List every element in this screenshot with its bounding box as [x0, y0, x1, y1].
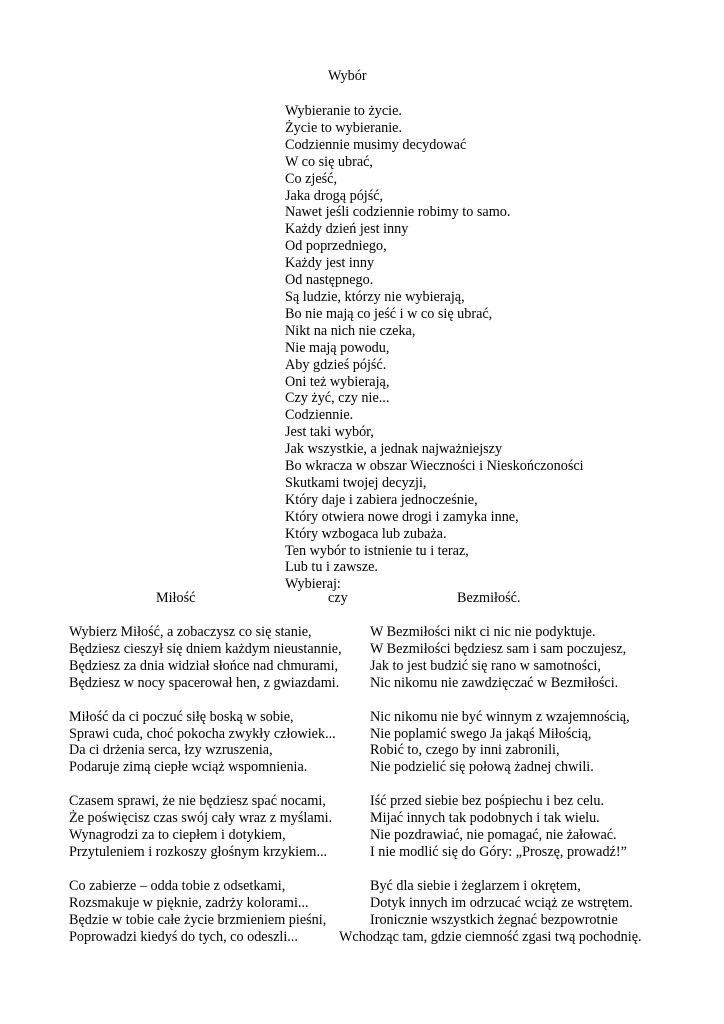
intro-line: Codziennie.	[285, 407, 354, 424]
left-line: Rozsmakuje w pięknie, zadrży kolorami...	[69, 894, 309, 911]
left-line: Będzie w tobie całe życie brzmieniem pieśni,	[69, 911, 327, 928]
intro-line: Każdy dzień jest inny	[285, 221, 409, 238]
right-line: I nie modlić się do Góry: „Proszę, prowadź!”	[370, 843, 627, 860]
heading-bezmilosc: Bezmiłość.	[457, 590, 521, 606]
right-line: Wchodząc tam, gdzie ciemność zgasi twą pochodnię.	[339, 928, 642, 945]
poem-title: Wybór	[328, 68, 367, 84]
intro-line: Który daje i zabiera jednocześnie,	[285, 491, 478, 508]
intro-line: Nie mają powodu,	[285, 339, 390, 356]
intro-line: Oni też wybierają,	[285, 373, 390, 390]
intro-line: Nikt na nich nie czeka,	[285, 322, 416, 339]
intro-stanza	[285, 103, 584, 593]
left-line: Miłość da ci poczuć siłę boską w sobie,	[69, 708, 294, 725]
left-line: Przytuleniem i rozkoszy głośnym krzykiem...	[69, 843, 328, 860]
intro-line: Są ludzie, którzy nie wybierają,	[285, 288, 465, 305]
intro-line: Ten wybór to istnienie tu i teraz,	[285, 542, 469, 559]
heading-milosc: Miłość	[156, 590, 196, 606]
right-stanza	[339, 877, 642, 946]
right-line: Nie poplamić swego Ja jakąś Miłością,	[370, 725, 592, 742]
left-line: Podaruje zimą ciepłe wciąż wspomnienia.	[69, 759, 308, 776]
intro-line: Codziennie musimy decydować	[285, 136, 467, 153]
right-line: Robić to, czego by inni zabronili,	[370, 742, 560, 759]
right-line: W Bezmiłości będziesz sam i sam poczujesz,	[370, 640, 627, 657]
left-stanza	[69, 624, 342, 692]
right-line: Ironicznie wszystkich żegnać bezpowrotnie	[370, 911, 618, 928]
right-line: Dotyk innych im odrzucać wciąż ze wstrętem.	[370, 894, 633, 911]
intro-line: Jest taki wybór,	[285, 424, 374, 441]
left-line: Sprawi cuda, choć pokocha zwykły człowiek...	[69, 725, 336, 742]
left-stanza	[69, 709, 342, 777]
left-line: Czasem sprawi, że nie będziesz spać nocami,	[69, 793, 326, 810]
right-stanza	[370, 709, 642, 777]
intro-line: Bo wkracza w obszar Wieczności i Nieskończoności	[285, 458, 584, 475]
right-line: Nie podzielić się połową żadnej chwili.	[370, 759, 594, 776]
right-line: Mijać innych tak podobnych i tak wielu.	[370, 810, 600, 827]
heading-czy: czy	[328, 590, 348, 606]
right-line: Być dla siebie i żeglarzem i okrętem,	[370, 877, 581, 894]
left-line: Będziesz w nocy spacerował hen, z gwiazdami.	[69, 674, 340, 691]
left-line: Wybierz Miłość, a zobaczysz co się stanie,	[69, 624, 312, 640]
left-line: Co zabierze – odda tobie z odsetkami,	[69, 877, 286, 894]
intro-line: Czy żyć, czy nie...	[285, 390, 390, 407]
intro-line: Skutkami twojej decyzji,	[285, 474, 427, 491]
intro-line: W co się ubrać,	[285, 153, 373, 170]
intro-line: Od poprzedniego,	[285, 238, 387, 255]
intro-line: Życie to wybieranie.	[285, 119, 402, 136]
intro-line: Każdy jest inny	[285, 255, 375, 272]
left-line: Poprowadzi kiedyś do tych, co odeszli...	[69, 928, 298, 945]
right-column-bezmilosc	[339, 624, 642, 963]
intro-line: Wybieraj:	[285, 576, 341, 593]
right-line: Nic nikomu nie zawdzięczać w Bezmiłości.	[370, 674, 619, 691]
left-stanza	[69, 878, 342, 946]
left-line: Że poświęcisz czas swój cały wraz z myślami.	[69, 810, 333, 827]
left-line: Będziesz za dnia widział słońce nad chmurami,	[69, 657, 339, 674]
right-stanza	[370, 793, 642, 861]
right-line: Iść przed siebie bez pośpiechu i bez celu.	[370, 793, 604, 810]
left-line: Da ci drżenia serca, łzy wzruszenia,	[69, 742, 273, 759]
intro-line: Wybieranie to życie.	[285, 103, 402, 119]
intro-line: Jak wszystkie, a jednak najważniejszy	[285, 441, 503, 458]
intro-line: Który otwiera nowe drogi i zamyka inne,	[285, 508, 519, 525]
right-line: Nic nikomu nie być winnym z wzajemnością,	[370, 708, 630, 725]
right-line: W Bezmiłości nikt ci nic nie podyktuje.	[370, 624, 596, 640]
intro-line: Co zjeść,	[285, 170, 338, 187]
left-line: Będziesz cieszył się dniem każdym nieustannie,	[69, 640, 342, 657]
intro-line: Który wzbogaca lub zubaża.	[285, 525, 447, 542]
left-stanza	[69, 793, 342, 861]
right-stanza	[370, 624, 642, 692]
right-line: Jak to jest budzić się rano w samotności,	[370, 657, 601, 674]
intro-line: Od następnego.	[285, 272, 374, 289]
intro-line: Aby gdzieś pójść.	[285, 356, 387, 373]
left-line: Wynagrodzi za to ciepłem i dotykiem,	[69, 827, 286, 844]
intro-line: Jaka drogą pójść,	[285, 187, 384, 204]
left-column-milosc	[69, 624, 342, 963]
intro-line: Lub tu i zawsze.	[285, 559, 378, 576]
intro-line: Nawet jeśli codziennie robimy to samo.	[285, 204, 511, 221]
intro-line: Bo nie mają co jeść i w co się ubrać,	[285, 305, 493, 322]
right-line: Nie pozdrawiać, nie pomagać, nie żałować.	[370, 827, 617, 844]
